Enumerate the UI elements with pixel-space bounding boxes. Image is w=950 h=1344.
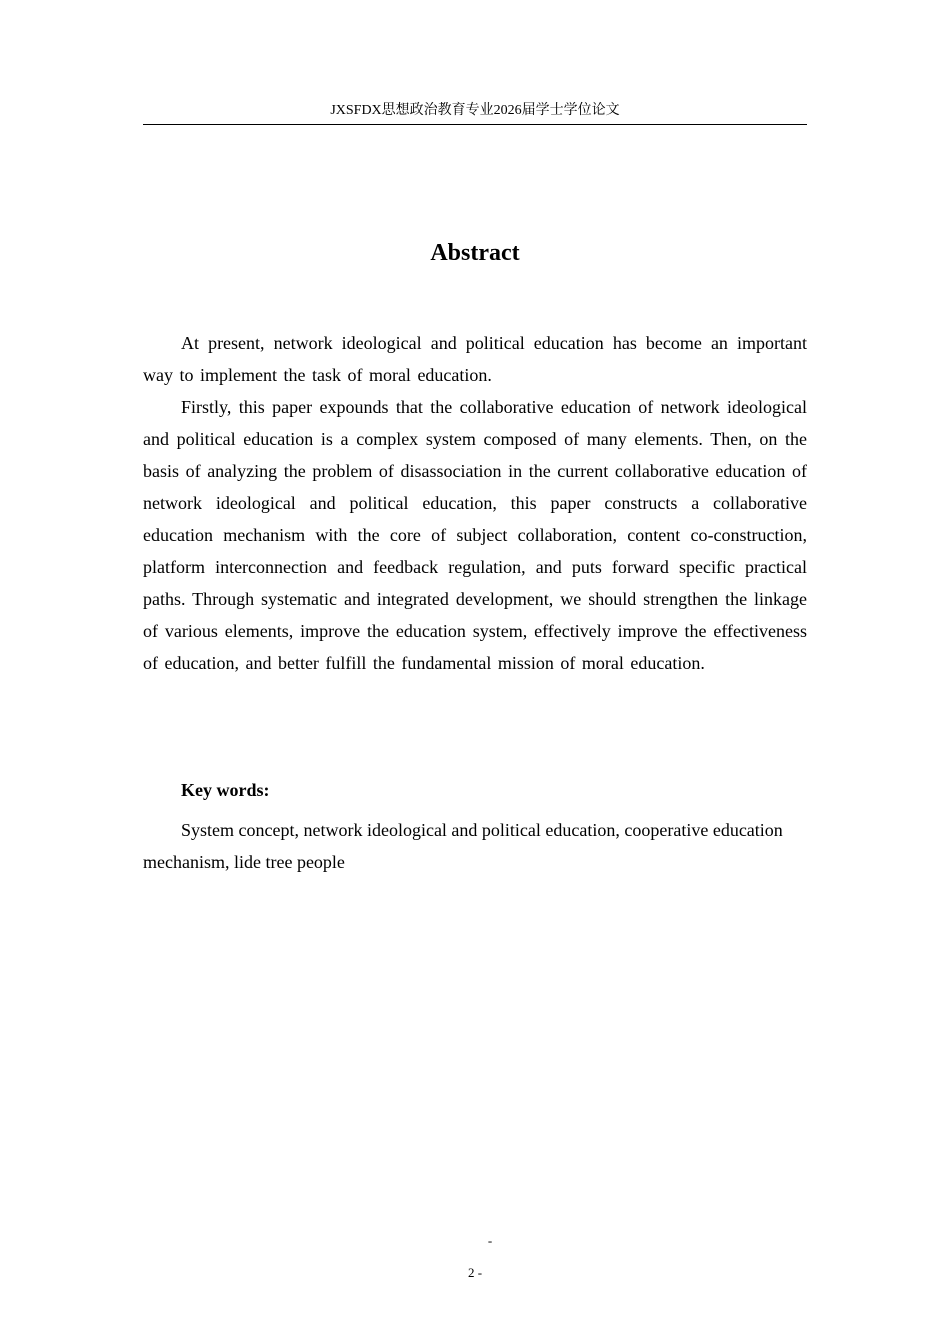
keywords-text: System concept, network ideological and political education, cooperative education mechanism, lide tree people	[143, 820, 783, 872]
keywords-label: Key words:	[181, 780, 270, 800]
page-header: JXSFDX思想政治教育专业2026届学士学位论文	[330, 103, 620, 118]
abstract-paragraph: Firstly, this paper expounds that the collaborative education of network ideological and political education is a complex system composed of many elements. Then, on the basis of analyzing the problem of disassociation in the current collaborative education of network ideological and political education, this paper constructs a collaborative education mechanism with the core of subject collaboration, content co-construction, platform interconnection and feedback regulation, and puts forward specific practical paths. Through systematic and integrated development, we should strengthen the linkage of various elements, improve the education system, effectively improve the effectiveness of education, and better fulfill the fundamental mission of moral education.	[143, 397, 807, 673]
footer-dash: -	[487, 1233, 493, 1248]
page-number: 2 -	[467, 1265, 483, 1280]
abstract-body	[143, 327, 807, 679]
abstract-paragraph: At present, network ideological and political education has become an important way to implement the task of moral education.	[143, 333, 807, 385]
abstract-title: Abstract	[430, 240, 520, 266]
header-divider	[143, 124, 807, 125]
